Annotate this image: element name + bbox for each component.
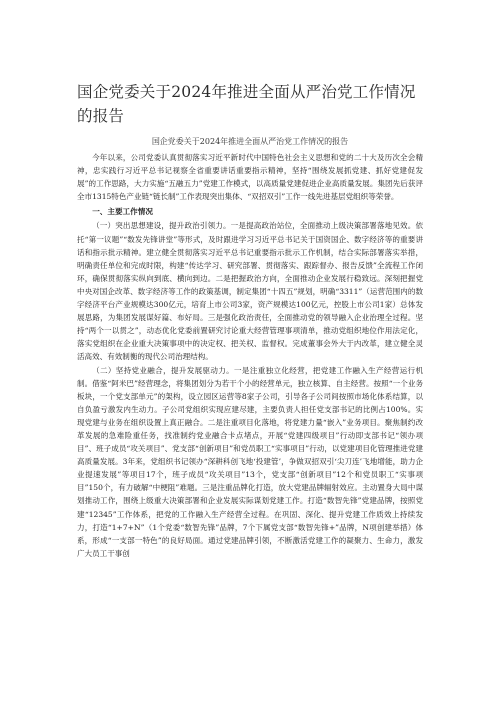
document-body	[77, 151, 423, 560]
intro-paragraph: 今年以来，公司党委认真贯彻落实习近平新时代中国特色社会主义思想和党的二十大及历次全会精神，忠实践行习近平总书记视察全省重要讲话重要指示精神，坚持“围绕发展抓党建、抓好党建促发展”的工作思路，大力实施“五融五力”党建工作模式，以高质量党建促进企业高质量发展。集团先后获评全市1315特色产业链“链长制”工作表现突出集体、“双招双引”工作一线先进基层党组织等荣誉。	[77, 153, 423, 202]
document-subtitle: 国企党委关于2024年推进全面从严治党工作情况的报告	[151, 137, 349, 146]
document-title: 国企党委关于2024年推进全面从严治党工作情况的报告	[77, 83, 416, 125]
paragraph-party-business-integration: （二）坚持党业融合，提升发展驱动力。一是注重独立化经营，把党建工作融入生产经营运行机制。借鉴“阿米巴”经营理念，将集团划分为若干个小的经营单元，独立核算、自主经营。按照“一个业务板块，一个党支部单元”的架构，设立园区运营等8家子公司，引导各子公司间按照市场化体系结算，以自负盈亏激发内生动力。子公司党组织实现应建尽建，主要负责人担任党支部书记的比例占100%。实现党建与业务在组织设置上真正融合。二是注重项目化落地，将党建力量“嵌入”业务项目。聚焦制约改革发展的急难险重任务，找准制约党业融合卡点堵点，开展“党建四级项目”行动即支部书记“领办项目”、班子成员“攻关项目”、党支部“创新项目”和党员职工“实事项目”行动，以党建项目化管理推进党建高质量发展。3年来，党组织书记领办“深耕科创飞地‘投建管’，争做双招双引‘尖刀连’飞地增能，助力企业提速发展”等项目17个，班子成员“攻关项目”13个，党支部“创新项目”12个和党员职工“实事项目”150个，有力破解“中梗阻”难题。三是注重品牌化打造，放大党建品牌辐射效应。主动置身大局中谋划推动工作，围绕上级重大决策部署和企业发展实际谋划党建工作。打造“数智先锋”党建品牌，按照党建“12345”工作体系，把党的工作融入生产经营全过程。在巩固、深化、提升党建工作质效上持续发力，打造“1+7+N”（1个党委“数智先锋”品牌，7个下属党支部“数智先锋+”品牌，N项创建举措）体系，形成“一支部一特色”的良好局面。通过党建品牌引领，不断激活党建工作的凝聚力、生命力，激发广大员工干事创	[77, 365, 423, 558]
paragraph-ideological-construction: （一）突出思想建设，提升政治引领力。一是提高政治站位，全面推动上级决策部署落地见效。依托“第一议题”“数发先锋讲堂”等形式，及时跟进学习习近平总书记关于国资国企、数字经济等的重要讲话和指示批示精神。建立健全贯彻落实习近平总书记重要指示批示工作机制，结合实际部署落实举措，明确责任单位和完成时限，构建“传达学习、研究部署、贯彻落实、跟踪督办、报告反馈”全流程工作闭环，确保贯彻落实纵向到底、横向到边。二是把握政治方向，全面推动企业发展行稳致远。深刻把握党中央对国企改革、数字经济等工作的政策基调，制定集团“十四五”规划，明确“3311”（运营范围内的数字经济平台产业规模达300亿元，培育上市公司3家，资产规模达100亿元，控股上市公司1家）总体发展思路，为集团发展谋好篇、布好局。三是强化政治责任，全面推动党的领导融入企业治理全过程。坚持“两个一以贯之”，动态优化党委前置研究讨论重大经营管理事项清单，推动党组织地位作用法定化，落实党组织在企业重大决策事项中的决定权、把关权、监督权。完成董事会外大于内改革，建立健全灵活高效、有效制衡的现代公司治理结构。	[77, 221, 423, 362]
section-heading-main-work: 一、主要工作情况	[92, 207, 153, 217]
